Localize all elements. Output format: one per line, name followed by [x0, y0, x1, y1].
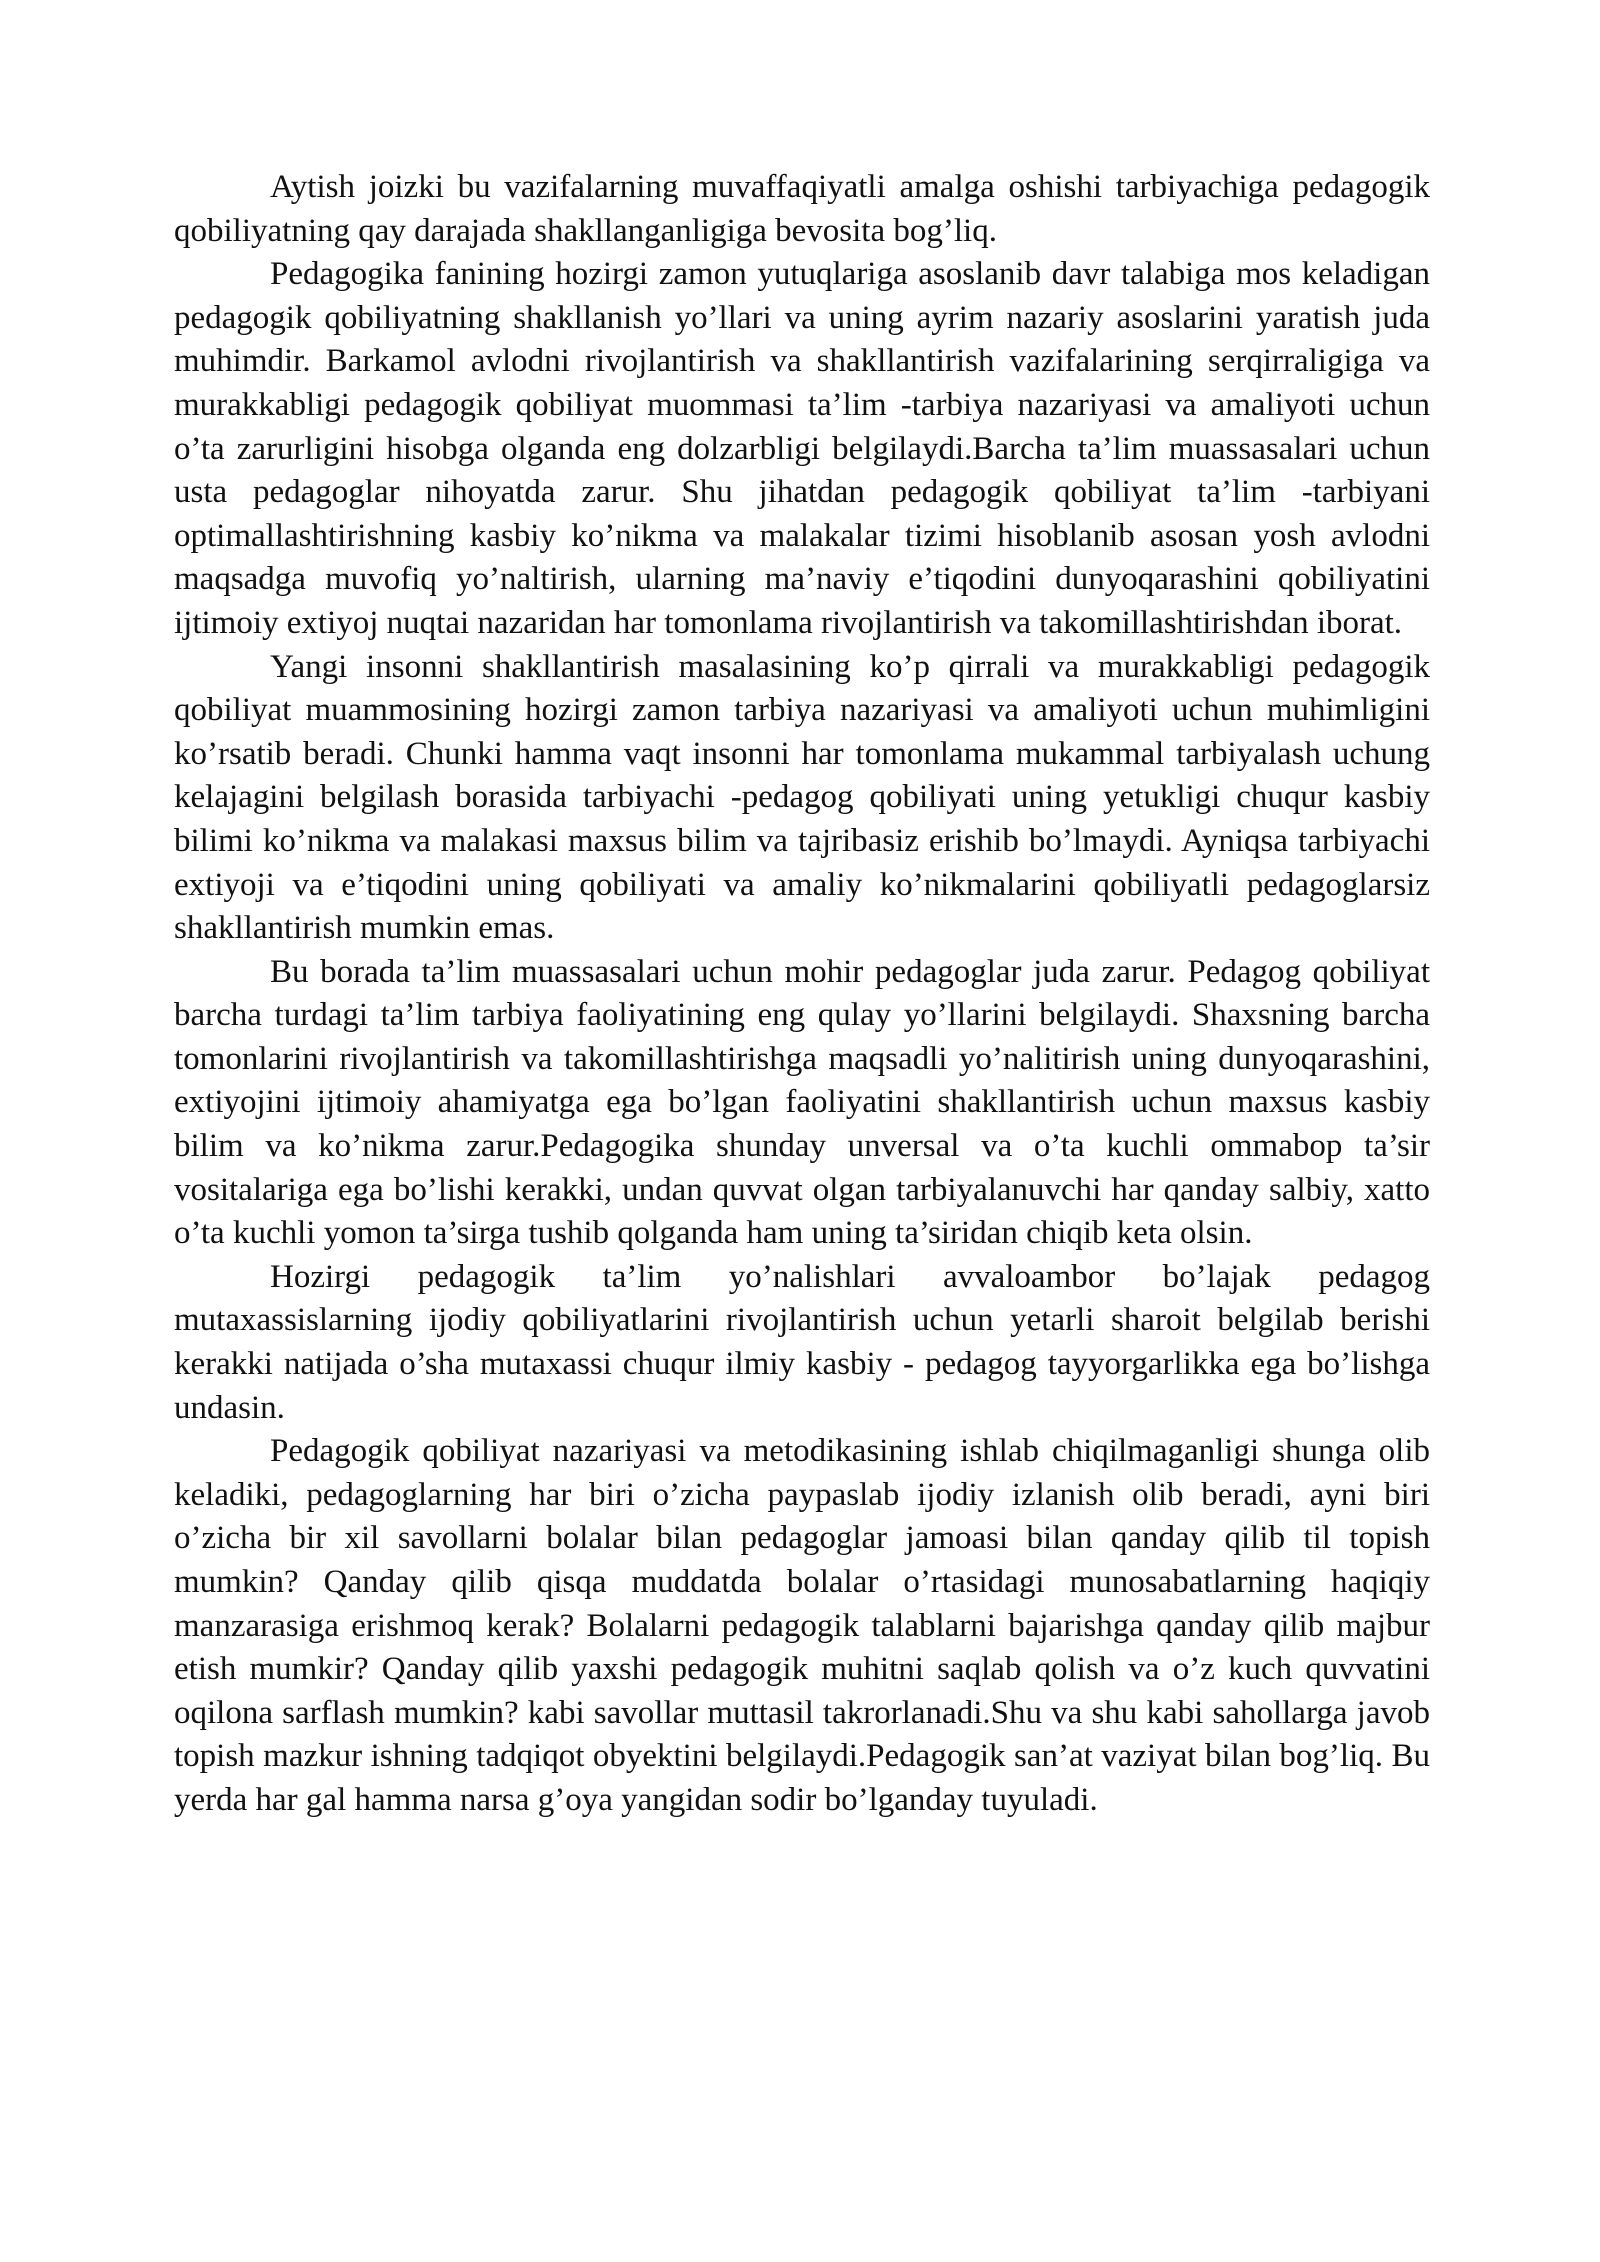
- paragraph-4: Bu borada ta’lim muassasalari uchun mohir pedagoglar juda zarur. Pedagog qobiliyat barcha turdagi ta’lim tarbiya faoliyatining eng qulay yo’llarini belgilaydi. Shaxsning barcha tomonlarini rivojlantirish va takomillashtirishga maqsadli yo’nalitirish uning dunyoqarashini, extiyojini ijtimoiy ahamiyatga ega bo’lgan faoliyatini shakllantirish uchun maxsus kasbiy bilim va ko’nikma zarur.Pedagogika shunday unversal va o’ta kuchli ommabop ta’sir vositalariga ega bo’lishi kerakki, undan quvvat olgan tarbiyalanuvchi har qanday salbiy, xatto o’ta kuchli yomon ta’sirga tushib qolganda ham uning ta’siridan chiqib keta olsin.: [174, 953, 1430, 1252]
- paragraph-1: Aytish joizki bu vazifalarning muvaffaqiyatli amalga oshishi tarbiyachiga pedagogik qobiliyatning qay darajada shakllanganligiga bevosita bog’liq.: [174, 169, 1430, 249]
- document-page: [174, 166, 1430, 1823]
- paragraph-6: Pedagogik qobiliyat nazariyasi va metodikasining ishlab chiqilmaganligi shunga olib keladiki, pedagoglarning har biri o’zicha paypaslab ijodiy izlanish olib beradi, ayni biri o’zicha bir xil savollarni bolalar bilan pedagoglar jamoasi bilan qanday qilib til topish mumkin? Qanday qilib qisqa muddatda bolalar o’rtasidagi munosabatlarning haqiqiy manzarasiga erishmoq kerak? Bolalarni pedagogik talablarni bajarishga qanday qilib majbur etish mumkir? Qanday qilib yaxshi pedagogik muhitni saqlab qolish va o’z kuch quvvatini oqilona sarflash mumkin? kabi savollar muttasil takrorlanadi.Shu va shu kabi sahollarga javob topish mazkur ishning tadqiqot obyektini belgilaydi.Pedagogik san’at vaziyat bilan bog’liq. Bu yerda har gal hamma narsa g’oya yangidan sodir bo’lganday tuyuladi.: [174, 1433, 1430, 1818]
- paragraph-5: Hozirgi pedagogik ta’lim yo’nalishlari avvaloambor bo’lajak pedagog mutaxassislarning ijodiy qobiliyatlarini rivojlantirish uchun yetarli sharoit belgilab berishi kerakki natijada o’sha mutaxassi chuqur ilmiy kasbiy - pedagog tayyorgarlikka ega bo’lishga undasin.: [174, 1258, 1430, 1426]
- paragraph-3: Yangi insonni shakllantirish masalasining ko’p qirrali va murakkabligi pedagogik qobiliyat muammosining hozirgi zamon tarbiya nazariyasi va amaliyoti uchun muhimligini ko’rsatib beradi. Chunki hamma vaqt insonni har tomonlama mukammal tarbiyalash uchung kelajagini belgilash borasida tarbiyachi -pedagog qobiliyati uning yetukligi chuqur kasbiy bilimi ko’nikma va malakasi maxsus bilim va tajribasiz erishib bo’lmaydi. Ayniqsa tarbiyachi extiyoji va e’tiqodini uning qobiliyati va amaliy ko’nikmalarini qobiliyatli pedagoglarsiz shakllantirish mumkin emas.: [174, 648, 1430, 947]
- paragraph-2: Pedagogika fanining hozirgi zamon yutuqlariga asoslanib davr talabiga mos keladigan pedagogik qobiliyatning shakllanish yo’llari va uning ayrim nazariy asoslarini yaratish juda muhimdir. Barkamol avlodni rivojlantirish va shakllantirish vazifalarining serqirraligiga va murakkabligi pedagogik qobiliyat muommasi ta’lim -tarbiya nazariyasi va amaliyoti uchun o’ta zarurligini hisobga olganda eng dolzarbligi belgilaydi.Barcha ta’lim muassasalari uchun usta pedagoglar nihoyatda zarur. Shu jihatdan pedagogik qobiliyat ta’lim -tarbiyani optimallashtirishning kasbiy ko’nikma va malakalar tizimi hisoblanib asosan yosh avlodni maqsadga muvofiq yo’naltirish, ularning ma’naviy e’tiqodini dunyoqarashini qobiliyatini ijtimoiy extiyoj nuqtai nazaridan har tomonlama rivojlantirish va takomillashtirishdan iborat.: [174, 256, 1430, 641]
